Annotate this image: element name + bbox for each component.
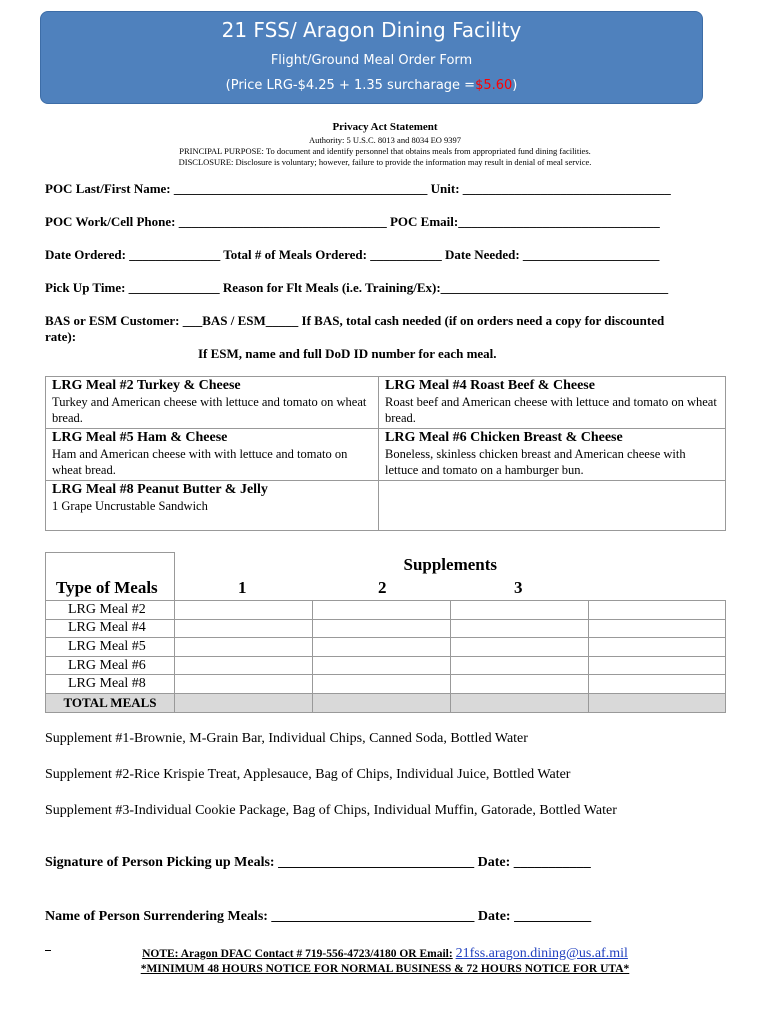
table-row bbox=[46, 638, 726, 657]
count-cell[interactable] bbox=[451, 656, 589, 675]
privacy-purpose: PRINCIPAL PURPOSE: To document and identify personnel that obtains meals from appropriated fund dining facilities. bbox=[179, 146, 591, 156]
meal-description: Roast beef and American cheese with lettuce and tomato on wheat bread. bbox=[385, 395, 717, 425]
table-row bbox=[46, 675, 726, 694]
count-cell[interactable] bbox=[313, 656, 451, 675]
table-row bbox=[46, 656, 726, 675]
contact-note-text: NOTE: Aragon DFAC Contact # 719-556-4723/4180 OR bbox=[142, 948, 420, 960]
count-cell[interactable] bbox=[589, 638, 726, 657]
count-cell[interactable] bbox=[451, 619, 589, 638]
price-suffix: ) bbox=[512, 78, 518, 93]
meal-cell bbox=[379, 377, 726, 429]
header-banner bbox=[40, 11, 703, 104]
count-cell[interactable] bbox=[175, 619, 313, 638]
meal-type-label: LRG Meal #2 bbox=[46, 601, 175, 620]
total-cell bbox=[313, 693, 451, 712]
privacy-title: Privacy Act Statement bbox=[332, 121, 438, 133]
total-meals-label: TOTAL MEALS bbox=[46, 693, 175, 712]
meal-type-label: LRG Meal #5 bbox=[46, 638, 175, 657]
total-row bbox=[46, 693, 726, 712]
meal-title: LRG Meal #5 Ham & Cheese bbox=[52, 430, 228, 445]
count-cell[interactable] bbox=[451, 675, 589, 694]
price-line bbox=[41, 78, 702, 93]
table-row bbox=[46, 429, 726, 481]
count-cell[interactable] bbox=[451, 601, 589, 620]
table-row bbox=[46, 601, 726, 620]
price-prefix: (Price LRG-$4.25 + 1.35 surcharage = bbox=[225, 78, 476, 93]
minimum-notice: *MINIMUM 48 HOURS NOTICE FOR NORMAL BUSINESS & 72 HOURS NOTICE FOR UTA* bbox=[140, 963, 630, 975]
customer-type-line[interactable]: BAS or ESM Customer: ___BAS / ESM_____ If BAS, total cash needed (if on orders need a copy for discounted bbox=[45, 313, 665, 328]
form-subtitle: Flight/Ground Meal Order Form bbox=[270, 53, 473, 68]
meals-table bbox=[45, 376, 726, 531]
pickup-signature-line[interactable]: Signature of Person Picking up Meals: ____________________________ Date: ___________ bbox=[45, 855, 591, 870]
date-total-needed-line[interactable]: Date Ordered: ______________ Total # of Meals Ordered: ___________ Date Needed: _____________________ bbox=[45, 247, 660, 262]
meal-cell bbox=[46, 377, 379, 429]
column-header-3: 3 bbox=[514, 578, 523, 597]
meal-count-table bbox=[45, 552, 726, 713]
email-label: Email: bbox=[419, 948, 453, 960]
poc-phone-email-line[interactable]: POC Work/Cell Phone: ________________________________ POC Email:_______________________________ bbox=[45, 214, 660, 229]
supplements-header: Supplements bbox=[403, 554, 498, 574]
count-cell[interactable] bbox=[589, 619, 726, 638]
meal-cell bbox=[379, 429, 726, 481]
count-cell[interactable] bbox=[589, 601, 726, 620]
count-cell[interactable] bbox=[175, 638, 313, 657]
total-cell bbox=[175, 693, 313, 712]
count-cell[interactable] bbox=[175, 601, 313, 620]
price-total: $5.60 bbox=[475, 78, 513, 93]
esm-instruction: If ESM, name and full DoD ID number for each meal. bbox=[198, 346, 497, 361]
meal-title: LRG Meal #8 Peanut Butter & Jelly bbox=[52, 482, 268, 497]
meal-description: Turkey and American cheese with lettuce and tomato on wheat bread. bbox=[52, 395, 367, 425]
supplement-2: Supplement #2-Rice Krispie Treat, Applesauce, Bag of Chips, Individual Juice, Bottled Water bbox=[45, 767, 571, 782]
table-row bbox=[46, 481, 726, 531]
email-link[interactable]: 21fss.aragon.dining@us.af.mil bbox=[455, 946, 628, 961]
privacy-disclosure: DISCLOSURE: Disclosure is voluntary; however, failure to provide the information may result in denial of meal service. bbox=[178, 157, 592, 167]
supplements-header-cell bbox=[175, 553, 726, 601]
meal-description: Ham and American cheese with with lettuce and tomato on wheat bread. bbox=[52, 447, 348, 477]
count-cell[interactable] bbox=[175, 675, 313, 694]
meal-type-label: LRG Meal #4 bbox=[46, 619, 175, 638]
table-row bbox=[46, 377, 726, 429]
count-cell[interactable] bbox=[451, 638, 589, 657]
type-header-cell bbox=[46, 553, 175, 601]
meal-cell bbox=[46, 481, 379, 531]
count-cell[interactable] bbox=[589, 656, 726, 675]
meal-description: Boneless, skinless chicken breast and American cheese with lettuce and tomato on a hamburger bun. bbox=[385, 447, 686, 477]
count-cell[interactable] bbox=[313, 619, 451, 638]
customer-type-line-2: rate): bbox=[45, 329, 77, 344]
count-cell[interactable] bbox=[313, 601, 451, 620]
meal-cell bbox=[46, 429, 379, 481]
table-row bbox=[46, 619, 726, 638]
total-cell bbox=[451, 693, 589, 712]
table-header-row bbox=[46, 553, 726, 601]
meal-type-label: LRG Meal #6 bbox=[46, 656, 175, 675]
type-of-meals-header: Type of Meals bbox=[56, 578, 158, 597]
count-cell[interactable] bbox=[313, 638, 451, 657]
surrender-name-line[interactable]: Name of Person Surrendering Meals: _____________________________ Date: ___________ bbox=[45, 909, 592, 924]
count-cell[interactable] bbox=[175, 656, 313, 675]
page-title: 21 FSS/ Aragon Dining Facility bbox=[221, 18, 522, 42]
meal-title: LRG Meal #6 Chicken Breast & Cheese bbox=[385, 430, 623, 445]
column-header-1: 1 bbox=[238, 578, 247, 597]
meal-title: LRG Meal #2 Turkey & Cheese bbox=[52, 378, 241, 393]
supplement-1: Supplement #1-Brownie, M-Grain Bar, Individual Chips, Canned Soda, Bottled Water bbox=[45, 731, 528, 746]
pickup-reason-line[interactable]: Pick Up Time: ______________ Reason for Flt Meals (i.e. Training/Ex):___________________________________ bbox=[45, 280, 669, 295]
supplement-3: Supplement #3-Individual Cookie Package, Bag of Chips, Individual Muffin, Gatorade, Bottled Water bbox=[45, 803, 617, 818]
count-cell[interactable] bbox=[589, 675, 726, 694]
empty-cell bbox=[379, 481, 726, 531]
contact-note bbox=[0, 946, 770, 962]
column-header-2: 2 bbox=[378, 578, 387, 597]
meal-type-label: LRG Meal #8 bbox=[46, 675, 175, 694]
poc-name-unit-line[interactable]: POC Last/First Name: _______________________________________ Unit: ________________________________ bbox=[45, 181, 671, 196]
total-cell bbox=[589, 693, 726, 712]
count-cell[interactable] bbox=[313, 675, 451, 694]
meal-description: 1 Grape Uncrustable Sandwich bbox=[52, 499, 208, 513]
privacy-authority: Authority: 5 U.S.C. 8013 and 8034 EO 9397 bbox=[308, 135, 462, 145]
meal-title: LRG Meal #4 Roast Beef & Cheese bbox=[385, 378, 595, 393]
